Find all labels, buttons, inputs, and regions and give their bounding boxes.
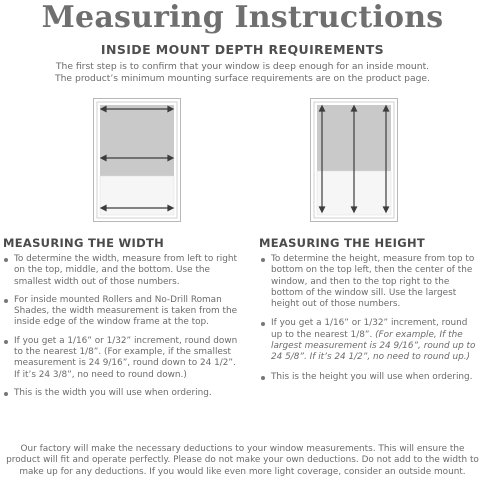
height-bullet-1: To determine the height, measure from top to bottom on the top left, then the center of the window, and then to the top right to the bottom of the window sill. Use the largest height out of those numbers. — [259, 254, 481, 310]
height-bullet-2-example: (For example, If the largest measurement is 24 9/16”, round up to 24 5/8”. If it’s 24 1/2”, no need to round up.) — [271, 329, 476, 363]
intro-line-2: The product’s minimum mounting surface requirements are on the product page. — [55, 73, 430, 84]
intro-line-1: The first step is to confirm that your window is deep enough for an inside mount. — [55, 61, 430, 72]
width-bullet-3: If you get a 1/16” or 1/32” increment, round down to the nearest 1/8”. (For example, if the smallest measurement is 24 9/16”, round down to 24 1/2”. If it’s 24 3/8”, no need to round down.) — [2, 336, 240, 381]
width-measurement-diagram — [93, 98, 181, 222]
width-bullet-2: For inside mounted Rollers and No-Drill Roman Shades, the width measurement is taken from the inside edge of the window frame at the top. — [2, 295, 240, 329]
page-title: Measuring Instructions — [41, 0, 444, 35]
height-bullet-3: This is the height you will use when ordering. — [259, 372, 481, 383]
width-bullet-1: To determine the width, measure from left to right on the top, middle, and the bottom. Use the smallest width out of those numbers. — [2, 254, 240, 288]
height-bullet-2 — [259, 318, 481, 363]
height-bullet-2-text: If you get a 1/16” or 1/32” increment, round up to the nearest 1/8”. — [271, 318, 468, 340]
window-glass — [100, 176, 174, 215]
width-instructions-list — [2, 254, 240, 399]
footer-note: Our factory will make the necessary deductions to your window measurements. This will ensure the product will fit and operate perfectly. Please do not make your own deductions. Do not add to the width to make up for any deductions. If you would like even more light coverage, consider an outside mount. — [6, 444, 479, 477]
section-subtitle: INSIDE MOUNT DEPTH REQUIREMENTS — [100, 42, 385, 57]
width-section-heading: MEASURING THE WIDTH — [3, 236, 165, 250]
height-instructions-list — [259, 254, 481, 383]
height-measurement-diagram — [310, 98, 398, 222]
width-bullet-4: This is the width you will use when ordering. — [2, 388, 240, 399]
window-shade — [100, 105, 174, 176]
height-section-heading: MEASURING THE HEIGHT — [259, 236, 426, 250]
